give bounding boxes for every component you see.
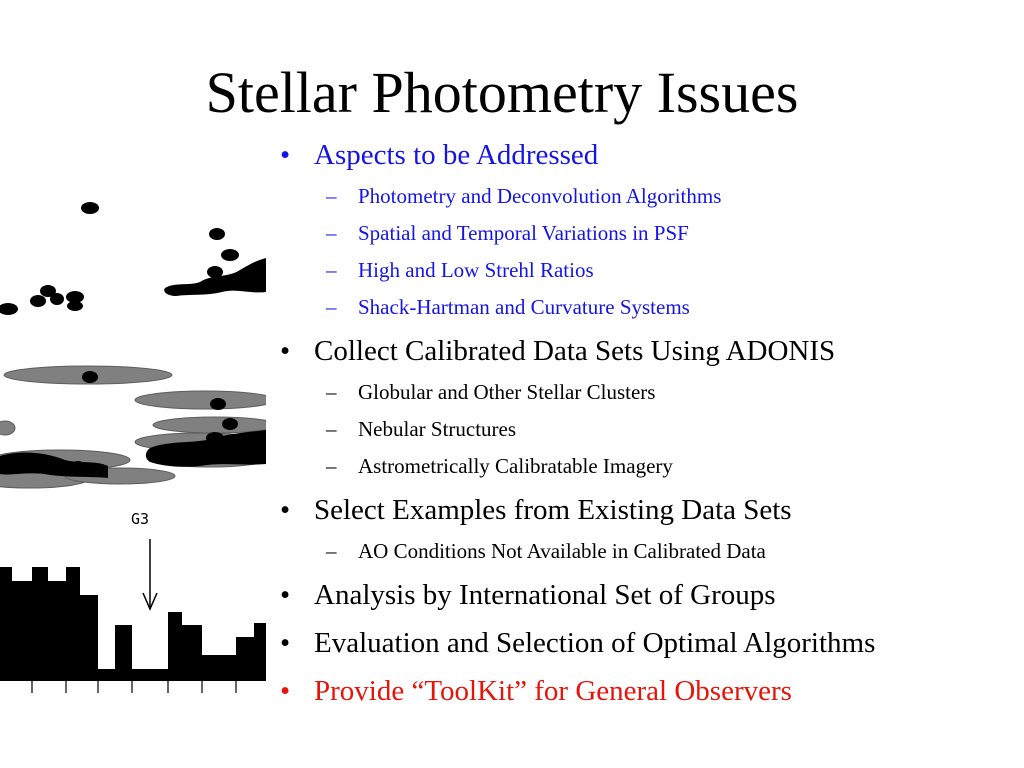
sub-bullet-marker: – <box>326 295 337 319</box>
sub-bullet-item <box>270 258 1010 283</box>
bullet-item <box>270 674 1010 708</box>
sub-bullet-marker: – <box>326 221 337 245</box>
bullet-list <box>270 130 1010 708</box>
bullet-marker: • <box>280 335 291 367</box>
bullet-marker: • <box>280 627 291 659</box>
sub-bullet-marker: – <box>326 184 337 208</box>
bullet-item <box>270 493 1010 527</box>
sub-bullet-marker: – <box>326 380 337 404</box>
sub-bullet-text: AO Conditions Not Available in Calibrated Data <box>358 539 766 563</box>
star-field-figure <box>0 160 266 500</box>
bullet-item <box>270 138 1010 172</box>
sub-bullet-text: High and Low Strehl Ratios <box>358 258 594 282</box>
slide-title: Stellar Photometry Issues <box>205 60 799 125</box>
bullet-marker: • <box>280 494 291 526</box>
histogram-figure <box>0 505 266 705</box>
bullet-item <box>270 578 1010 612</box>
sub-bullet-text: Spatial and Temporal Variations in PSF <box>358 221 689 245</box>
bullet-marker: • <box>280 675 291 707</box>
bullet-item <box>270 626 1010 660</box>
sub-bullet-marker: – <box>326 454 337 478</box>
sub-bullet-text: Nebular Structures <box>358 417 517 441</box>
sub-bullet-item <box>270 295 1010 320</box>
bullet-text: Collect Calibrated Data Sets Using ADONIS <box>314 335 836 367</box>
sub-bullet-marker: – <box>326 417 337 441</box>
sub-bullet-text: Shack-Hartman and Curvature Systems <box>358 295 690 319</box>
bullet-text: Analysis by International Set of Groups <box>314 579 776 611</box>
bullet-text: Select Examples from Existing Data Sets <box>314 494 792 526</box>
sub-bullet-item <box>270 184 1010 209</box>
sub-bullet-item <box>270 380 1010 405</box>
bullet-text: Aspects to be Addressed <box>314 139 599 171</box>
bullet-marker: • <box>280 139 291 171</box>
sub-bullet-text: Astrometrically Calibratable Imagery <box>358 454 673 478</box>
sub-bullet-text: Globular and Other Stellar Clusters <box>358 380 656 404</box>
bullet-item <box>270 334 1010 368</box>
sub-bullet-marker: – <box>326 539 337 563</box>
sub-bullet-item <box>270 417 1010 442</box>
sub-bullet-item <box>270 454 1010 479</box>
sub-bullet-item <box>270 221 1010 246</box>
bullet-marker: • <box>280 579 291 611</box>
bullet-text: Provide “ToolKit” for General Observers <box>314 675 792 707</box>
sub-bullet-marker: – <box>326 258 337 282</box>
bullet-text: Evaluation and Selection of Optimal Algorithms <box>314 627 876 659</box>
figure-label-g3: G3 <box>130 510 150 528</box>
sub-bullet-text: Photometry and Deconvolution Algorithms <box>358 184 722 208</box>
sub-bullet-item <box>270 539 1010 564</box>
